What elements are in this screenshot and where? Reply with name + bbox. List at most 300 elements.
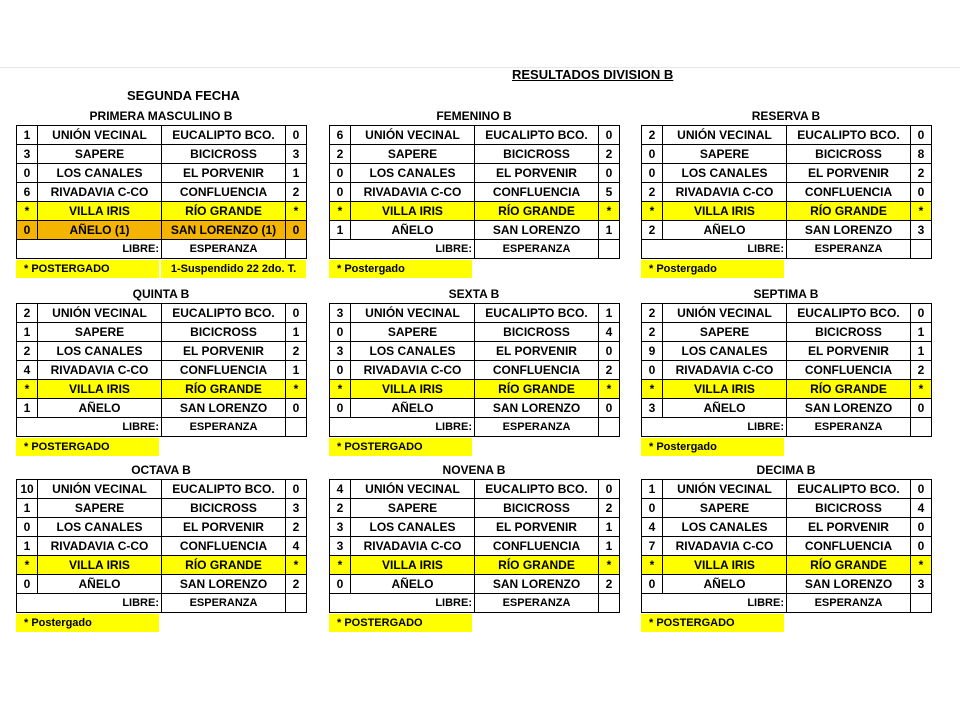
away-score: 2 <box>599 575 620 594</box>
libre-label: LIBRE: <box>330 240 475 259</box>
libre-row <box>17 418 307 437</box>
match-row <box>642 342 932 361</box>
away-score: 3 <box>911 575 932 594</box>
home-score: 2 <box>642 323 663 342</box>
away-score: 0 <box>911 399 932 418</box>
home-team: LOS CANALES <box>351 518 475 537</box>
away-score: 0 <box>286 221 307 240</box>
match-row <box>642 221 932 240</box>
home-score: 6 <box>330 126 351 145</box>
home-score: 0 <box>642 499 663 518</box>
match-row <box>17 380 307 399</box>
category-title: RESERVA B <box>751 109 821 123</box>
away-score: * <box>911 556 932 575</box>
away-team: SAN LORENZO <box>475 575 599 594</box>
home-team: RIVADAVIA C-CO <box>38 537 162 556</box>
home-score: 0 <box>17 221 38 240</box>
home-score: * <box>17 202 38 221</box>
away-team: EUCALIPTO BCO. <box>162 126 286 145</box>
home-score: 10 <box>17 480 38 499</box>
away-team: EUCALIPTO BCO. <box>475 480 599 499</box>
home-score: 4 <box>330 480 351 499</box>
home-team: AÑELO <box>663 575 787 594</box>
away-score: * <box>599 556 620 575</box>
away-team: EUCALIPTO BCO. <box>787 126 911 145</box>
away-score: 4 <box>286 537 307 556</box>
match-row <box>642 480 932 499</box>
libre-team: ESPERANZA <box>475 240 599 259</box>
home-score: * <box>330 380 351 399</box>
libre-empty <box>286 418 307 437</box>
match-row <box>17 126 307 145</box>
libre-label: LIBRE: <box>17 240 162 259</box>
match-row <box>642 202 932 221</box>
libre-team: ESPERANZA <box>475 418 599 437</box>
home-team: AÑELO <box>663 221 787 240</box>
away-team: EUCALIPTO BCO. <box>787 480 911 499</box>
libre-label: LIBRE: <box>330 418 475 437</box>
away-team: EL PORVENIR <box>787 342 911 361</box>
category-title: QUINTA B <box>132 287 190 301</box>
away-team: BICICROSS <box>162 145 286 164</box>
libre-label: LIBRE: <box>330 594 475 613</box>
home-team: AÑELO <box>351 575 475 594</box>
away-team: BICICROSS <box>787 499 911 518</box>
home-score: 0 <box>330 183 351 202</box>
match-row <box>330 323 620 342</box>
away-team: BICICROSS <box>162 323 286 342</box>
home-team: AÑELO <box>351 221 475 240</box>
away-score: * <box>286 202 307 221</box>
libre-row <box>642 418 932 437</box>
away-team: CONFLUENCIA <box>475 183 599 202</box>
home-score: 3 <box>642 399 663 418</box>
away-score: 4 <box>599 323 620 342</box>
home-team: UNIÓN VECINAL <box>38 480 162 499</box>
away-score: 0 <box>286 480 307 499</box>
away-team: CONFLUENCIA <box>162 183 286 202</box>
match-row <box>642 380 932 399</box>
away-team: EL PORVENIR <box>787 518 911 537</box>
home-team: RIVADAVIA C-CO <box>351 537 475 556</box>
home-team: AÑELO <box>38 399 162 418</box>
match-row <box>642 556 932 575</box>
away-team: RÍO GRANDE <box>162 202 286 221</box>
away-score: * <box>599 202 620 221</box>
home-score: 0 <box>330 361 351 380</box>
away-team: BICICROSS <box>475 323 599 342</box>
category-block <box>641 107 931 278</box>
home-team: UNIÓN VECINAL <box>38 126 162 145</box>
away-team: RÍO GRANDE <box>162 380 286 399</box>
category-block <box>641 461 931 632</box>
page-subtitle: SEGUNDA FECHA <box>127 88 240 103</box>
match-row <box>330 361 620 380</box>
postponed-label: * POSTERGADO <box>16 438 159 456</box>
away-score: 1 <box>286 323 307 342</box>
away-team: CONFLUENCIA <box>787 537 911 556</box>
libre-row <box>330 418 620 437</box>
away-score: 8 <box>911 145 932 164</box>
top-divider <box>0 67 960 68</box>
home-score: 0 <box>330 164 351 183</box>
libre-empty <box>911 594 932 613</box>
category-block <box>329 285 619 456</box>
libre-empty <box>599 418 620 437</box>
away-score: * <box>286 556 307 575</box>
libre-row <box>330 240 620 259</box>
away-team: EL PORVENIR <box>162 518 286 537</box>
home-team: RIVADAVIA C-CO <box>663 537 787 556</box>
postponed-note <box>329 614 619 632</box>
away-score: 2 <box>911 164 932 183</box>
home-score: * <box>642 202 663 221</box>
match-row <box>17 221 307 240</box>
category-block <box>16 461 306 632</box>
home-score: 3 <box>330 342 351 361</box>
match-row <box>17 480 307 499</box>
away-score: 0 <box>599 399 620 418</box>
away-score: 3 <box>286 145 307 164</box>
match-row <box>330 342 620 361</box>
home-team: UNIÓN VECINAL <box>38 304 162 323</box>
home-team: SAPERE <box>663 323 787 342</box>
home-team: RIVADAVIA C-CO <box>38 361 162 380</box>
away-team: EL PORVENIR <box>475 342 599 361</box>
away-team: RÍO GRANDE <box>475 202 599 221</box>
home-score: 0 <box>642 145 663 164</box>
away-score: 1 <box>911 342 932 361</box>
match-row <box>330 380 620 399</box>
libre-team: ESPERANZA <box>162 418 286 437</box>
home-score: 2 <box>642 304 663 323</box>
home-score: 1 <box>642 480 663 499</box>
home-team: RIVADAVIA C-CO <box>351 361 475 380</box>
home-team: SAPERE <box>38 323 162 342</box>
away-team: BICICROSS <box>475 145 599 164</box>
home-score: 0 <box>642 575 663 594</box>
away-score: * <box>286 380 307 399</box>
match-row <box>330 145 620 164</box>
match-row <box>330 537 620 556</box>
home-score: 2 <box>17 342 38 361</box>
libre-team: ESPERANZA <box>475 594 599 613</box>
home-team: VILLA IRIS <box>351 202 475 221</box>
away-team: EUCALIPTO BCO. <box>162 480 286 499</box>
home-team: LOS CANALES <box>663 164 787 183</box>
category-title: SEXTA B <box>448 287 500 301</box>
postponed-note <box>329 438 619 456</box>
libre-team: ESPERANZA <box>787 418 911 437</box>
match-row <box>330 518 620 537</box>
away-team: EUCALIPTO BCO. <box>787 304 911 323</box>
home-team: SAPERE <box>663 499 787 518</box>
category-title: DECIMA B <box>756 463 816 477</box>
match-row <box>17 183 307 202</box>
home-team: AÑELO (1) <box>38 221 162 240</box>
libre-label: LIBRE: <box>17 594 162 613</box>
away-team: RÍO GRANDE <box>787 380 911 399</box>
away-score: 2 <box>286 575 307 594</box>
postponed-label: * Postergado <box>641 438 784 456</box>
page-title: RESULTADOS DIVISION B <box>512 67 674 82</box>
home-team: AÑELO <box>663 399 787 418</box>
home-team: SAPERE <box>351 323 475 342</box>
away-team: CONFLUENCIA <box>475 537 599 556</box>
postponed-note <box>641 438 931 456</box>
away-team: EL PORVENIR <box>162 342 286 361</box>
match-row <box>17 361 307 380</box>
home-score: 1 <box>17 399 38 418</box>
match-row <box>330 399 620 418</box>
home-score: 0 <box>17 164 38 183</box>
away-team: CONFLUENCIA <box>162 537 286 556</box>
libre-empty <box>911 240 932 259</box>
away-score: 0 <box>911 183 932 202</box>
away-score: 0 <box>286 399 307 418</box>
match-row <box>642 145 932 164</box>
home-team: RIVADAVIA C-CO <box>351 183 475 202</box>
away-team: RÍO GRANDE <box>787 556 911 575</box>
libre-label: LIBRE: <box>17 418 162 437</box>
away-score: 1 <box>911 323 932 342</box>
category-title: SEPTIMA B <box>753 287 819 301</box>
away-team: EL PORVENIR <box>475 518 599 537</box>
away-team: EUCALIPTO BCO. <box>162 304 286 323</box>
home-team: RIVADAVIA C-CO <box>663 361 787 380</box>
match-row <box>17 537 307 556</box>
home-score: 0 <box>330 399 351 418</box>
match-row <box>17 202 307 221</box>
home-score: 0 <box>17 575 38 594</box>
away-team: CONFLUENCIA <box>162 361 286 380</box>
home-team: VILLA IRIS <box>38 556 162 575</box>
libre-team: ESPERANZA <box>787 240 911 259</box>
away-team: RÍO GRANDE <box>475 556 599 575</box>
match-row <box>642 575 932 594</box>
away-team: SAN LORENZO <box>787 221 911 240</box>
away-score: 2 <box>286 342 307 361</box>
home-score: 0 <box>330 323 351 342</box>
away-score: 0 <box>911 480 932 499</box>
match-row <box>330 221 620 240</box>
match-row <box>642 183 932 202</box>
home-score: 3 <box>330 304 351 323</box>
home-score: 6 <box>17 183 38 202</box>
home-score: 9 <box>642 342 663 361</box>
postponed-label: * POSTERGADO <box>329 438 472 456</box>
category-block <box>329 461 619 632</box>
home-score: 0 <box>17 518 38 537</box>
home-score: 2 <box>642 221 663 240</box>
libre-team: ESPERANZA <box>162 240 286 259</box>
home-team: LOS CANALES <box>38 164 162 183</box>
match-row <box>17 556 307 575</box>
results-table <box>641 303 932 437</box>
home-score: 4 <box>17 361 38 380</box>
match-row <box>17 304 307 323</box>
away-score: 0 <box>599 480 620 499</box>
match-row <box>642 323 932 342</box>
away-score: 0 <box>599 342 620 361</box>
libre-empty <box>911 418 932 437</box>
away-team: EL PORVENIR <box>475 164 599 183</box>
libre-row <box>17 594 307 613</box>
results-table <box>16 125 307 259</box>
libre-empty <box>599 240 620 259</box>
home-score: 7 <box>642 537 663 556</box>
match-row <box>642 126 932 145</box>
home-score: 1 <box>17 499 38 518</box>
home-team: LOS CANALES <box>351 164 475 183</box>
away-score: 0 <box>911 126 932 145</box>
away-score: 2 <box>286 518 307 537</box>
match-row <box>17 499 307 518</box>
home-score: * <box>330 556 351 575</box>
postponed-note <box>16 438 306 456</box>
home-team: UNIÓN VECINAL <box>663 304 787 323</box>
match-row <box>330 202 620 221</box>
libre-team: ESPERANZA <box>162 594 286 613</box>
away-team: SAN LORENZO <box>787 399 911 418</box>
away-score: 1 <box>286 164 307 183</box>
results-table <box>329 125 620 259</box>
home-score: 1 <box>17 126 38 145</box>
postponed-label: * Postergado <box>641 260 784 278</box>
libre-label: LIBRE: <box>642 418 787 437</box>
home-score: 0 <box>330 575 351 594</box>
away-team: SAN LORENZO <box>787 575 911 594</box>
away-score: 1 <box>599 518 620 537</box>
away-score: 1 <box>286 361 307 380</box>
match-row <box>330 126 620 145</box>
match-row <box>330 304 620 323</box>
category-title: OCTAVA B <box>131 463 191 477</box>
away-team: CONFLUENCIA <box>475 361 599 380</box>
home-team: SAPERE <box>38 145 162 164</box>
away-team: RÍO GRANDE <box>475 380 599 399</box>
match-row <box>17 323 307 342</box>
home-score: 3 <box>330 518 351 537</box>
postponed-label: * POSTERGADO <box>329 614 472 632</box>
match-row <box>17 575 307 594</box>
home-team: UNIÓN VECINAL <box>663 126 787 145</box>
away-team: SAN LORENZO <box>475 399 599 418</box>
away-team: RÍO GRANDE <box>787 202 911 221</box>
libre-empty <box>599 594 620 613</box>
match-row <box>642 399 932 418</box>
home-team: VILLA IRIS <box>663 202 787 221</box>
away-team: RÍO GRANDE <box>162 556 286 575</box>
home-score: 1 <box>330 221 351 240</box>
category-block <box>16 285 306 456</box>
libre-row <box>330 594 620 613</box>
results-table <box>329 479 620 613</box>
away-team: BICICROSS <box>475 499 599 518</box>
libre-row <box>17 240 307 259</box>
postponed-note <box>16 260 306 278</box>
away-team: CONFLUENCIA <box>787 183 911 202</box>
postponed-note <box>641 260 931 278</box>
home-team: VILLA IRIS <box>663 556 787 575</box>
away-team: BICICROSS <box>787 145 911 164</box>
away-team: CONFLUENCIA <box>787 361 911 380</box>
home-team: VILLA IRIS <box>351 556 475 575</box>
away-team: BICICROSS <box>162 499 286 518</box>
match-row <box>642 304 932 323</box>
match-row <box>330 556 620 575</box>
home-team: LOS CANALES <box>663 342 787 361</box>
home-team: UNIÓN VECINAL <box>663 480 787 499</box>
home-team: AÑELO <box>38 575 162 594</box>
match-row <box>330 164 620 183</box>
home-score: 0 <box>642 164 663 183</box>
match-row <box>17 518 307 537</box>
away-team: EL PORVENIR <box>787 164 911 183</box>
libre-label: LIBRE: <box>642 240 787 259</box>
away-score: * <box>911 202 932 221</box>
away-score: 3 <box>911 221 932 240</box>
home-score: 2 <box>642 183 663 202</box>
home-score: 1 <box>17 323 38 342</box>
home-team: AÑELO <box>351 399 475 418</box>
postponed-label: * Postergado <box>16 614 159 632</box>
match-row <box>642 164 932 183</box>
away-score: 0 <box>599 164 620 183</box>
home-team: RIVADAVIA C-CO <box>38 183 162 202</box>
away-team: SAN LORENZO <box>162 575 286 594</box>
category-block <box>16 107 306 278</box>
away-team: SAN LORENZO <box>475 221 599 240</box>
home-score: 0 <box>642 361 663 380</box>
match-row <box>642 499 932 518</box>
home-score: 4 <box>642 518 663 537</box>
away-team: EUCALIPTO BCO. <box>475 304 599 323</box>
libre-empty <box>286 240 307 259</box>
away-team: BICICROSS <box>787 323 911 342</box>
home-team: SAPERE <box>351 499 475 518</box>
away-score: 0 <box>286 304 307 323</box>
match-row <box>17 145 307 164</box>
away-score: 2 <box>599 145 620 164</box>
home-score: * <box>17 556 38 575</box>
libre-team: ESPERANZA <box>787 594 911 613</box>
suspended-note: 1-Suspendido 22 2do. T. <box>161 260 306 278</box>
home-team: VILLA IRIS <box>38 380 162 399</box>
results-table <box>329 303 620 437</box>
away-team: SAN LORENZO (1) <box>162 221 286 240</box>
match-row <box>330 183 620 202</box>
postponed-note <box>16 614 306 632</box>
away-score: 2 <box>286 183 307 202</box>
home-team: SAPERE <box>351 145 475 164</box>
away-score: 4 <box>911 499 932 518</box>
home-score: * <box>642 380 663 399</box>
home-score: 2 <box>642 126 663 145</box>
match-row <box>330 480 620 499</box>
away-score: 0 <box>599 126 620 145</box>
match-row <box>330 575 620 594</box>
home-score: * <box>17 380 38 399</box>
home-team: VILLA IRIS <box>663 380 787 399</box>
home-team: UNIÓN VECINAL <box>351 304 475 323</box>
home-team: UNIÓN VECINAL <box>351 480 475 499</box>
results-table <box>16 303 307 437</box>
away-team: EL PORVENIR <box>162 164 286 183</box>
away-team: EUCALIPTO BCO. <box>475 126 599 145</box>
away-score: * <box>911 380 932 399</box>
home-team: SAPERE <box>38 499 162 518</box>
